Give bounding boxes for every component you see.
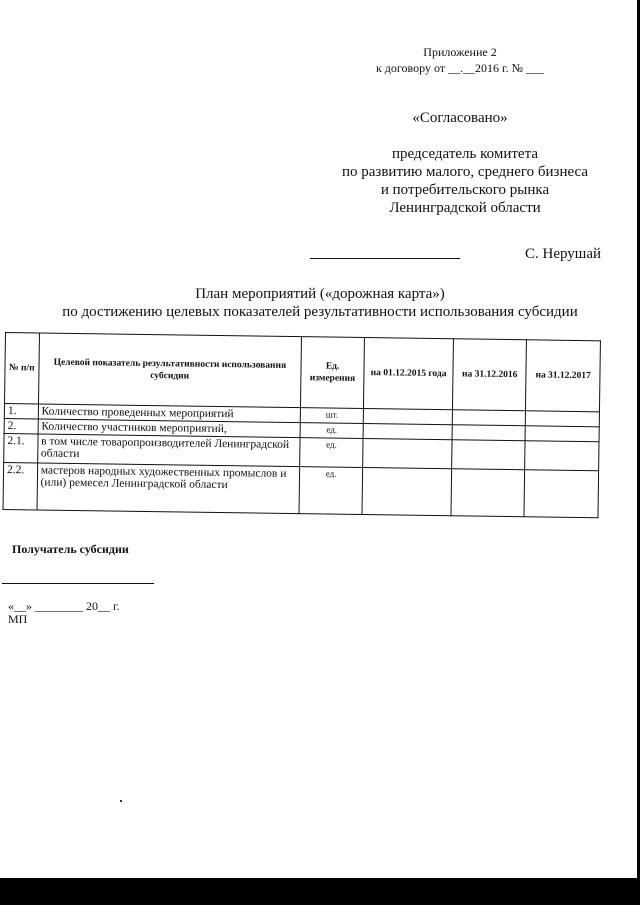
row-number: 1. <box>4 404 38 419</box>
recipient-label: Получатель субсидии <box>12 542 129 556</box>
table-header-row <box>5 333 601 412</box>
plan-title-line: План мероприятий («дорожная карта») <box>195 286 445 302</box>
approver-position <box>330 145 600 217</box>
approver-position-line: по развитию малого, среднего бизнеса <box>341 164 589 180</box>
indicators-table <box>3 332 601 518</box>
value-cell <box>452 440 526 470</box>
approver-position-line: Ленинградской области <box>389 200 541 216</box>
appendix-header <box>360 44 560 76</box>
column-header: на 31.12.2017 <box>526 340 601 412</box>
plan-subtitle-line: по достижению целевых показателей результативности использования субсидии <box>62 304 578 320</box>
value-cell <box>451 469 525 517</box>
value-cell <box>363 439 452 469</box>
value-cell <box>452 425 526 441</box>
date-line: «__» ________ 20__ г. <box>8 599 120 613</box>
approver-position-line: и потребительского рынка <box>380 182 550 198</box>
value-cell <box>362 468 451 516</box>
unit-cell: ед. <box>299 467 363 515</box>
row-number: 2. <box>4 418 38 433</box>
signature-line <box>310 258 460 259</box>
value-cell <box>524 470 598 518</box>
appendix-contract-ref: к договору от __.__2016 г. № ___ <box>375 61 545 75</box>
value-cell <box>526 426 600 442</box>
value-cell <box>452 410 526 426</box>
column-header: Целевой показатель результативности использования субсидии <box>38 333 301 408</box>
plan-title <box>40 285 600 321</box>
indicator-name: Количество участников мероприятий, <box>38 419 300 438</box>
unit-cell: ед. <box>300 423 363 439</box>
row-number: 2.2. <box>3 462 37 509</box>
scan-speck <box>120 800 122 802</box>
recipient-signature-line <box>2 583 154 584</box>
signer-name: С. Нерушай <box>525 246 602 262</box>
column-header: Ед. измерения <box>300 337 364 409</box>
unit-cell: шт. <box>300 408 363 424</box>
column-header: № п/п <box>5 333 40 404</box>
column-header: на 01.12.2015 года <box>364 338 454 410</box>
indicator-name: мастеров народных художественных промыслов и (или) ремесел Ленинградской области <box>37 463 300 514</box>
value-cell <box>526 411 600 427</box>
scan-bottom-edge <box>0 878 640 905</box>
column-header: на 31.12.2016 <box>452 339 526 411</box>
unit-cell: ед. <box>300 438 364 468</box>
indicator-name: Количество проведенных мероприятий <box>38 404 300 423</box>
row-number: 2.1. <box>4 433 38 462</box>
appendix-title: Приложение 2 <box>423 45 497 59</box>
approver-position-line: председатель комитета <box>392 146 538 162</box>
value-cell <box>363 409 452 425</box>
stamp-placeholder: МП <box>8 612 28 626</box>
value-cell <box>525 441 599 471</box>
approval-stamp-text: «Согласовано» <box>412 110 508 126</box>
indicator-name: в том числе товаропроизводителей Ленинградской области <box>37 434 300 467</box>
value-cell <box>363 424 452 440</box>
table-row <box>3 462 599 517</box>
